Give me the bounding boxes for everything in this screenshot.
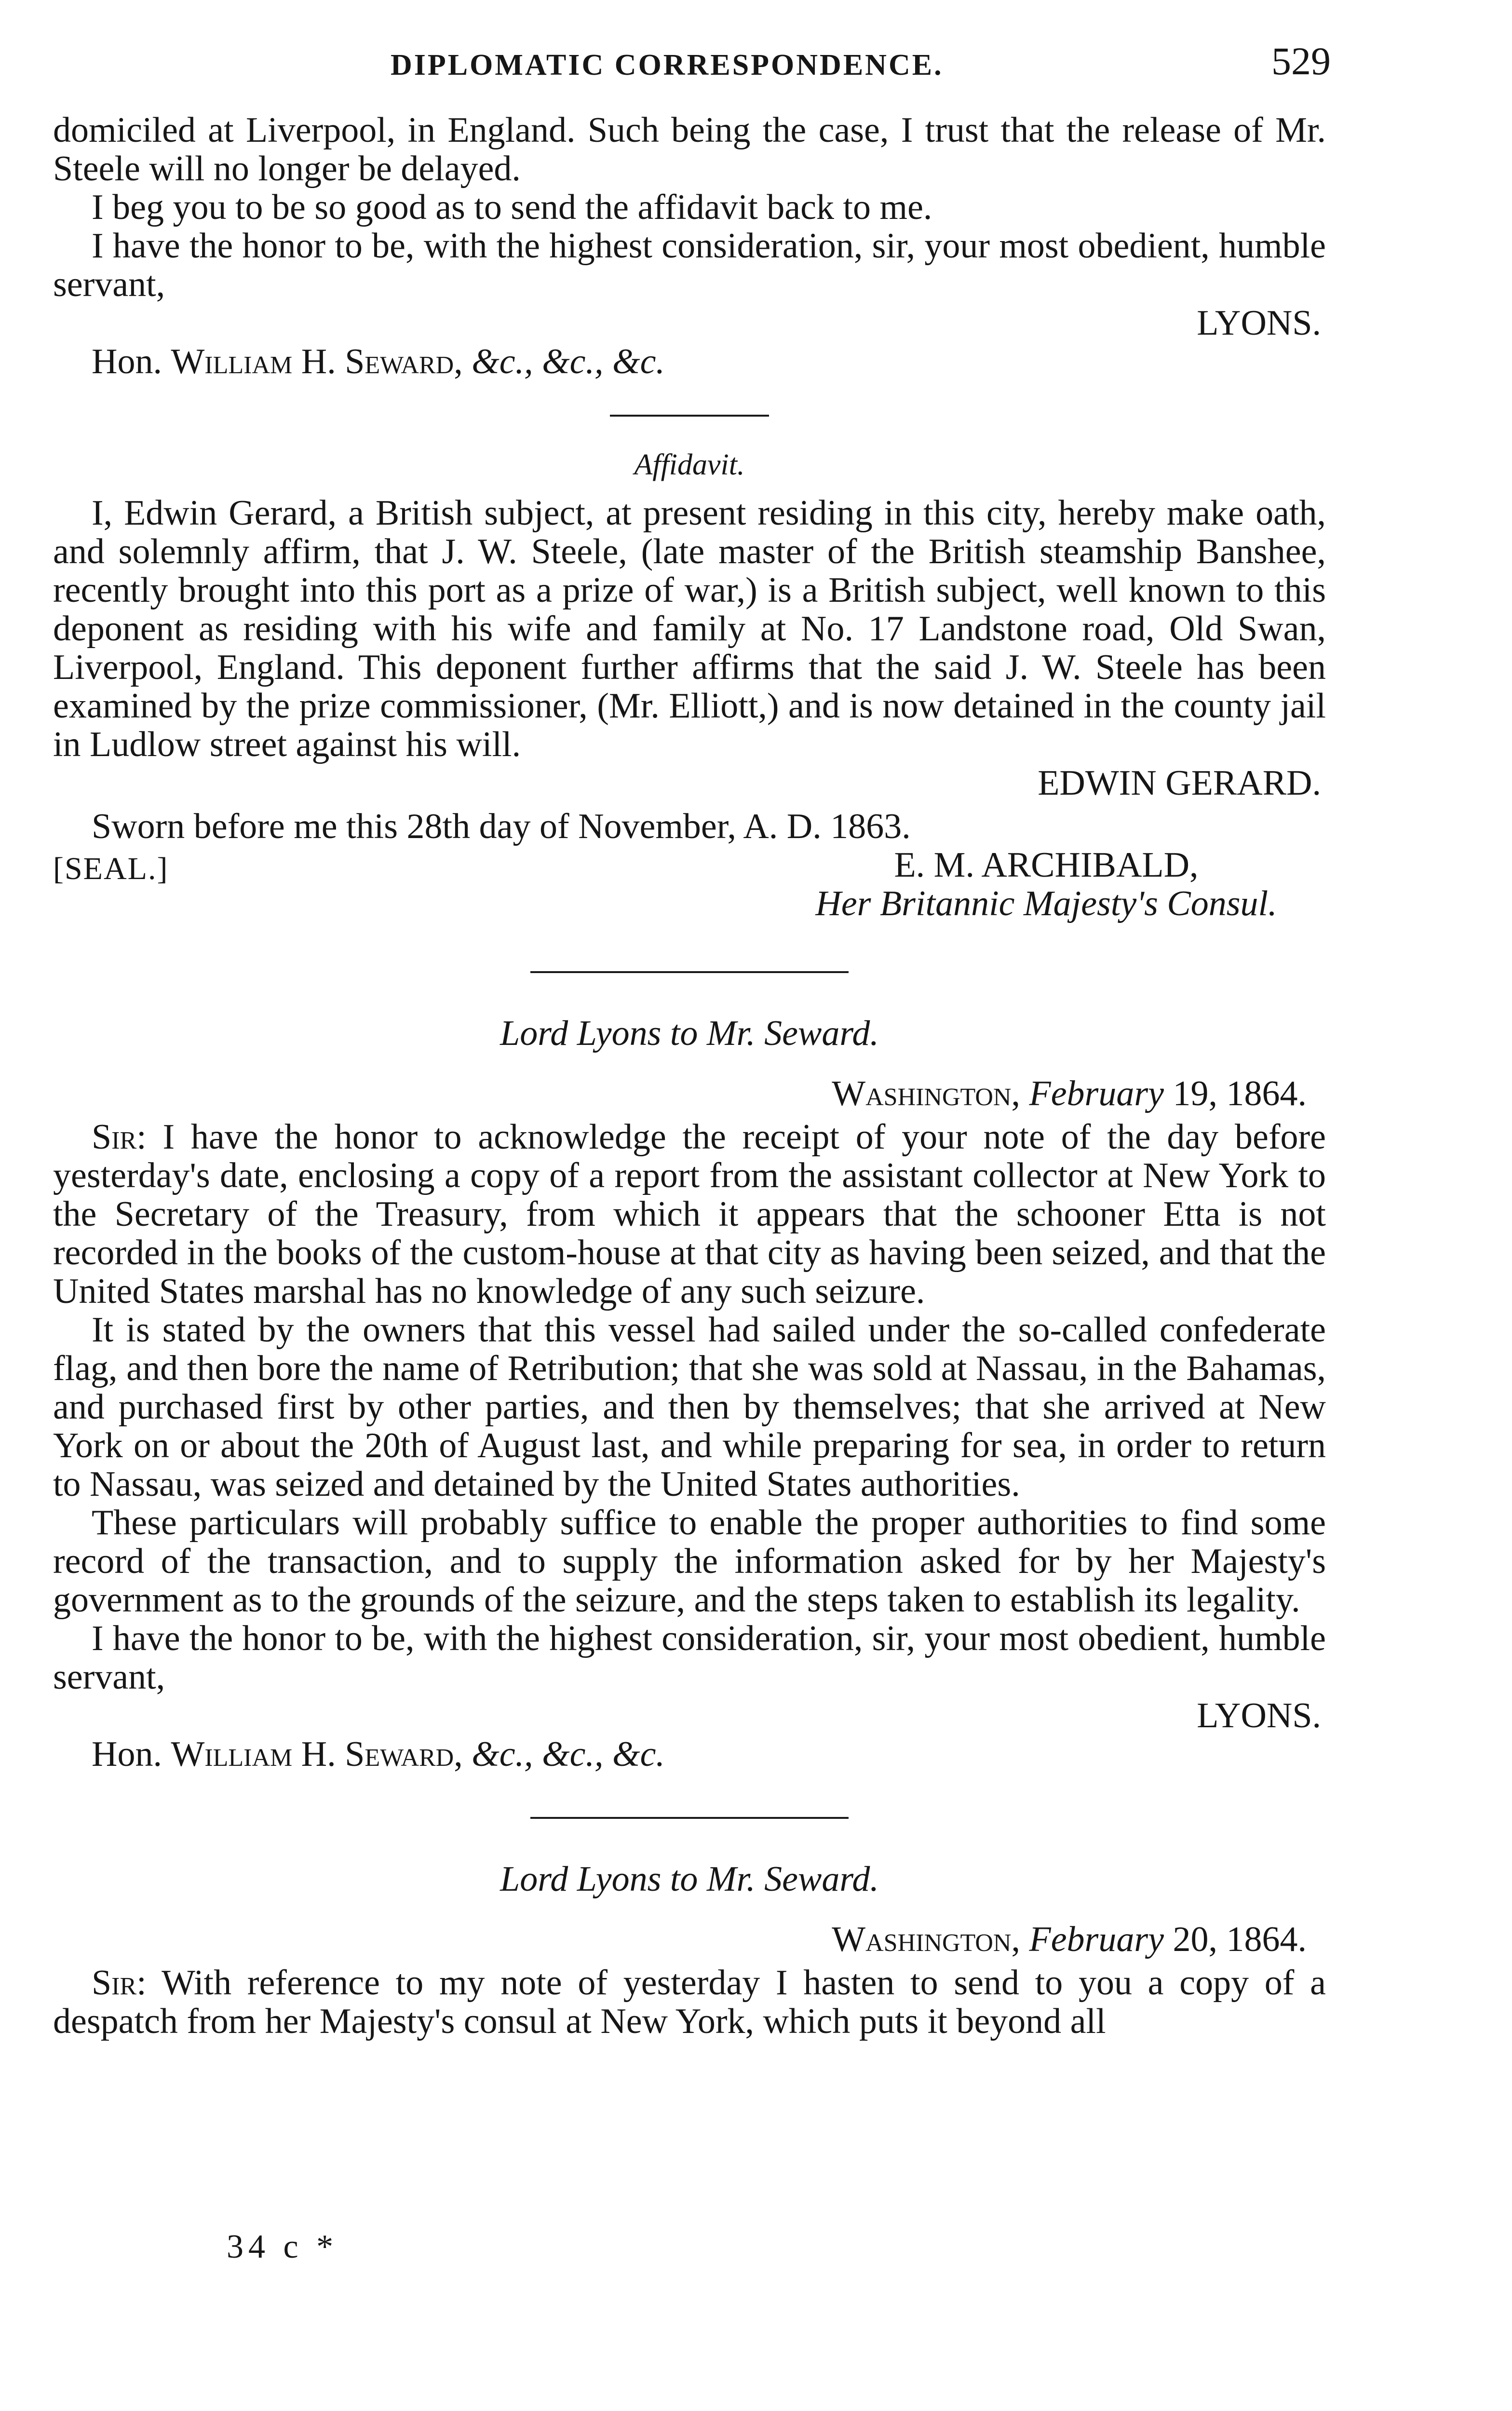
body-paragraph: It is stated by the owners that this vessel had sailed under the so-called confederate flag, and then bore the name of Retribution; that she was sold at Nassau, in the Bahamas, and purchased first by other parties, and then by themselves; that she arrived at New York on or about the 20th of August last, and while preparing for sea, in order to return to Nassau, was seized and detained by the United States authorities. bbox=[53, 1310, 1326, 1504]
dateline-month: February bbox=[1029, 1920, 1164, 1959]
affiant-signature: EDWIN GERARD. bbox=[1038, 763, 1321, 803]
body-paragraph bbox=[53, 1964, 1326, 2041]
addressee-name: William H. Seward, bbox=[171, 1734, 463, 1774]
paragraph-text: I have the honor to acknowledge the receipt of your note of the day before yesterday's date, enclosing a copy of a report from the assistant collector at New York to the Secretary of the Treasury, from which it appears that the schooner Etta is not recorded in the books of the custom-house at that city as having been seized, and that the United States marshal has no knowledge of any such seizure. bbox=[53, 1117, 1326, 1311]
seal-and-consul bbox=[53, 846, 1326, 928]
dateline bbox=[53, 1074, 1326, 1113]
affidavit bbox=[53, 446, 1326, 928]
seal-mark: [SEAL.] bbox=[53, 851, 169, 886]
salutation: Sir: bbox=[92, 1117, 147, 1157]
addressee-prefix: Hon. bbox=[92, 1734, 162, 1774]
letter-continuation bbox=[53, 111, 1326, 381]
letter-feb-19 bbox=[53, 1012, 1326, 1774]
consul-name: E. M. ARCHIBALD, bbox=[894, 845, 1199, 885]
body-paragraph: I beg you to be so good as to send the affidavit back to me. bbox=[92, 188, 932, 227]
closing-paragraph: I have the honor to be, with the highest consideration, sir, your most obedient, humble servant, bbox=[53, 226, 1326, 304]
page-header bbox=[53, 29, 1331, 111]
dateline-day-year: 19, 1864. bbox=[1173, 1074, 1307, 1113]
section-divider bbox=[610, 415, 769, 417]
addressee bbox=[53, 1735, 1326, 1774]
body-paragraph: These particulars will probably suffice to enable the proper authorities to find some record of the transaction, and to supply the information asked for by her Majesty's government as to the grounds of the seizure, and the steps taken to establish its legality. bbox=[53, 1503, 1326, 1620]
addressee-etc: &c., &c., &c. bbox=[472, 342, 665, 381]
addressee-etc: &c., &c., &c. bbox=[472, 1734, 665, 1774]
signature: LYONS. bbox=[1197, 303, 1321, 343]
document-page bbox=[53, 29, 1331, 2041]
addressee-name: William H. Seward, bbox=[171, 342, 463, 381]
dateline bbox=[53, 1920, 1326, 1959]
body-paragraph bbox=[53, 1118, 1326, 1311]
consul-title: Her Britannic Majesty's Consul. bbox=[815, 884, 1277, 923]
running-title: DIPLOMATIC CORRESPONDENCE. bbox=[391, 49, 944, 81]
closing-paragraph: I have the honor to be, with the highest consideration, sir, your most obedient, humble servant, bbox=[53, 1619, 1326, 1697]
signature: LYONS. bbox=[1197, 1696, 1321, 1735]
salutation: Sir: bbox=[92, 1963, 147, 2003]
body-paragraph: domiciled at Liverpool, in England. Such being the case, I trust that the release of Mr. Steele will no longer be delayed. bbox=[53, 110, 1326, 189]
section-divider bbox=[530, 1817, 849, 1819]
letter-title: Lord Lyons to Mr. Seward. bbox=[500, 1014, 879, 1053]
dateline-place: Washington, bbox=[832, 1074, 1020, 1113]
dateline-day-year: 20, 1864. bbox=[1173, 1920, 1307, 1959]
consul-signature-block bbox=[771, 846, 1321, 923]
addressee-prefix: Hon. bbox=[92, 342, 162, 381]
paragraph-text: With reference to my note of yesterday I hasten to send to you a copy of a despatch from her Majesty's consul at New York, which puts it beyond all bbox=[53, 1963, 1326, 2041]
affidavit-body: I, Edwin Gerard, a British subject, at present residing in this city, hereby make oath, and solemnly affirm, that J. W. Steele, (late master of the British steamship Banshee, recently brought into this port as a prize of war,) is a British subject, well known to this deponent as residing with his wife and family at No. 17 Landstone road, Old Swan, Liverpool, England. This deponent further affirms that the said J. W. Steele has been examined by the prize commissioner, (Mr. Elliott,) and is now detained in the county jail in Ludlow street against his will. bbox=[53, 493, 1326, 764]
letter-title: Lord Lyons to Mr. Seward. bbox=[500, 1859, 879, 1899]
dateline-place: Washington, bbox=[832, 1920, 1020, 1959]
page-number: 529 bbox=[1271, 39, 1331, 83]
signature-mark: 34 c * bbox=[227, 2228, 338, 2265]
section-divider bbox=[530, 971, 849, 973]
addressee bbox=[53, 342, 1326, 381]
dateline-month: February bbox=[1029, 1074, 1164, 1113]
letter-feb-20 bbox=[53, 1857, 1326, 2041]
affidavit-title: Affidavit. bbox=[634, 448, 745, 481]
sworn-statement: Sworn before me this 28th day of November, A. D. 1863. bbox=[92, 807, 911, 846]
